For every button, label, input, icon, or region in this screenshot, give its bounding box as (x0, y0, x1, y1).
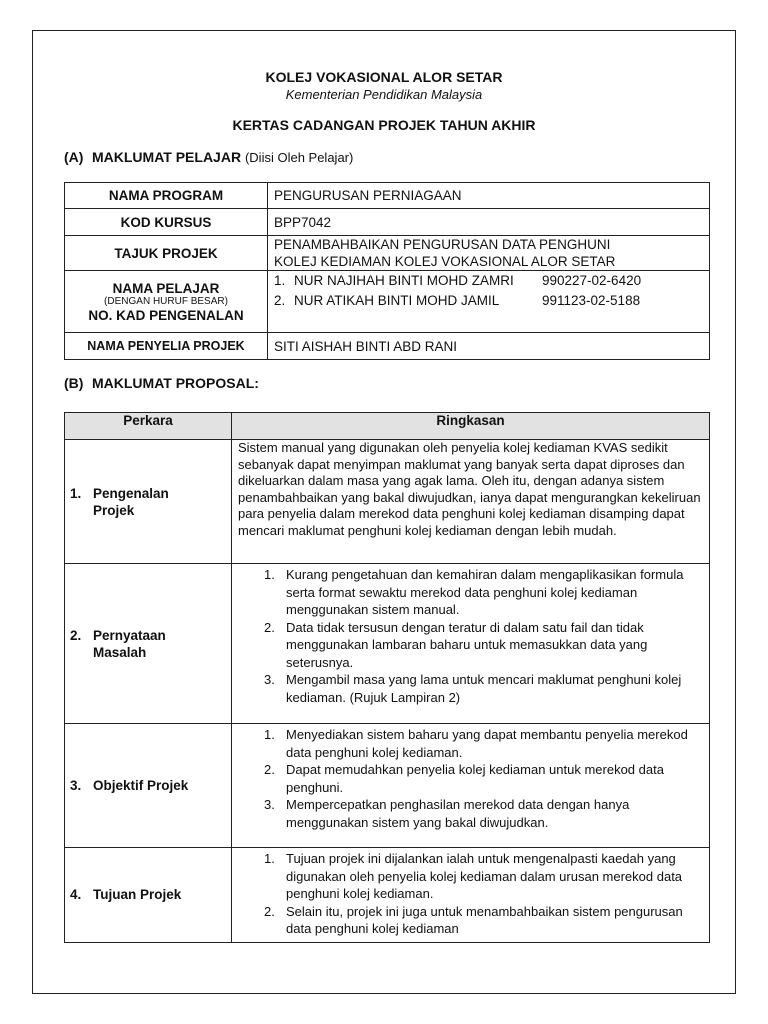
list-item (238, 619, 703, 672)
item-label (65, 564, 232, 724)
list-item (238, 796, 703, 831)
list-text: Dapat memudahkan penyelia kolej kediaman untuk merekod data penghuni. (286, 762, 664, 795)
student-row (274, 291, 703, 311)
list-number: 3. (264, 797, 275, 812)
pelajar-label: NAMA PELAJAR (112, 280, 220, 296)
list-number: 1. (264, 567, 275, 582)
ministry-name: Kementerian Pendidikan Malaysia (285, 87, 483, 102)
table-row (65, 236, 710, 271)
table-row (65, 440, 710, 564)
student-name: NUR NAJIHAH BINTI MOHD ZAMRI (294, 273, 514, 288)
pelajar-sublabel: (DENGAN HURUF BESAR) (104, 295, 228, 307)
students-cell (268, 271, 710, 333)
list-text: Data tidak tersusun dengan teratur di dalam satu fail dan tidak menggunakan lambaran baharu untuk memasukkan data yang seterusnya. (286, 619, 648, 670)
item-title: Tujuan Projek (93, 887, 182, 903)
item-summary (232, 848, 710, 943)
list-item (238, 761, 703, 796)
program-value: PENGURUSAN PERNIAGAAN (268, 183, 710, 209)
list-number: 2. (264, 762, 275, 777)
list-number: 1. (264, 727, 275, 742)
program-label: NAMA PROGRAM (65, 183, 268, 209)
section-a-heading (64, 149, 353, 165)
student-info-table (64, 182, 710, 360)
item-label (65, 440, 232, 564)
list-text: Kurang pengetahuan dan kemahiran dalam mengaplikasikan formula serta format sewaktu merekod data penghuni kolej kediaman menggunakan sistem manual. (286, 567, 684, 617)
list-item (238, 903, 703, 938)
item-number: 4. (70, 887, 82, 903)
proposal-table (64, 412, 710, 943)
column-header-ringkasan: Ringkasan (232, 413, 710, 440)
penyelia-value: SITI AISHAH BINTI ABD RANI (268, 333, 710, 360)
section-b-heading (64, 375, 259, 391)
student-number: 1. (274, 273, 286, 288)
list-number: 2. (264, 619, 275, 635)
tajuk-line-2: KOLEJ KEDIAMAN KOLEJ VOKASIONAL ALOR SETAR (274, 254, 616, 269)
item-label (65, 848, 232, 943)
item-title: Pernyataan (93, 627, 166, 643)
list-text: Mengambil masa yang lama untuk mencari maklumat penghuni kolej kediaman. (Rujuk Lampiran 2) (286, 672, 682, 705)
item-summary: Sistem manual yang digunakan oleh penyelia kolej kediaman KVAS sedikit sebanyak dapat menyimpan maklumat yang banyak serta dapat diproses dan dikeluarkan dalam masa yang agak lama. Oleh itu, dengan adanya sistem penambahbaikan yang bakal diwujudkan, ianya dapat mengurangkan kekeliruan para penyelia dalam merekod data penghuni kolej kediaman disamping dapat mencari maklumat penghuni kolej kediaman dengan lebih mudah. (232, 440, 710, 564)
item-title: Objektif Projek (93, 778, 189, 793)
item-number: 2. (70, 627, 82, 643)
kod-label: KOD KURSUS (65, 209, 268, 236)
item-label (65, 724, 232, 848)
table-row (65, 724, 710, 848)
item-summary (232, 564, 710, 724)
tajuk-value (268, 236, 710, 271)
penyelia-label: NAMA PENYELIA PROJEK (65, 333, 268, 360)
table-row (65, 183, 710, 209)
table-row (65, 848, 710, 943)
table-header-row (65, 413, 710, 440)
section-b-letter: (B) (64, 375, 84, 391)
section-b-title: MAKLUMAT PROPOSAL: (92, 375, 259, 391)
table-row (65, 271, 710, 333)
list-number: 3. (264, 672, 275, 687)
list-item (238, 671, 703, 706)
school-name: KOLEJ VOKASIONAL ALOR SETAR (265, 69, 503, 85)
list-text: Selain itu, projek ini juga untuk menambahbaikan sistem pengurusan data penghuni kolej kediaman (286, 903, 683, 936)
student-ic: 990227-02-6420 (542, 273, 642, 288)
list-item (238, 850, 703, 903)
student-ic: 991123-02-5188 (542, 293, 641, 308)
document-title: KERTAS CADANGAN PROJEK TAHUN AKHIR (232, 117, 536, 133)
item-number: 3. (70, 778, 82, 793)
table-row (65, 564, 710, 724)
item-title-2: Projek (93, 502, 135, 518)
list-text: Tujuan projek ini dijalankan ialah untuk mengenalpasti kaedah yang digunakan oleh penyelia kolej kediaman dalam urusan merekod data penghuni kolej kediaman. (286, 851, 683, 901)
item-number: 1. (70, 485, 82, 501)
tajuk-label: TAJUK PROJEK (65, 236, 268, 271)
item-summary (232, 724, 710, 848)
column-header-perkara: Perkara (65, 413, 232, 440)
ic-label: NO. KAD PENGENALAN (88, 307, 244, 323)
item-title-2: Masalah (93, 644, 147, 660)
student-number: 2. (274, 293, 286, 308)
pelajar-label-cell (65, 271, 268, 333)
list-text: Menyediakan sistem baharu yang dapat membantu penyelia merekod data penghuni kolej kediaman. (286, 727, 688, 760)
tajuk-line-1: PENAMBAHBAIKAN PENGURUSAN DATA PENGHUNI (274, 237, 611, 252)
kod-value: BPP7042 (268, 209, 710, 236)
list-text: Mempercepatkan penghasilan merekod data dengan hanya menggunakan sistem yang bakal diwujudkan. (286, 797, 630, 830)
list-item (238, 726, 703, 761)
student-name: NUR ATIKAH BINTI MOHD JAMIL (294, 293, 500, 308)
item-title: Pengenalan (93, 485, 169, 501)
table-row (65, 333, 710, 360)
section-a-note: (Diisi Oleh Pelajar) (244, 150, 354, 165)
list-item (238, 566, 703, 619)
section-a-letter: (A) (64, 149, 84, 165)
table-row (65, 209, 710, 236)
student-row (274, 271, 703, 291)
list-number: 2. (264, 903, 275, 919)
section-a-title: MAKLUMAT PELAJAR (92, 149, 242, 165)
list-number: 1. (264, 851, 275, 866)
